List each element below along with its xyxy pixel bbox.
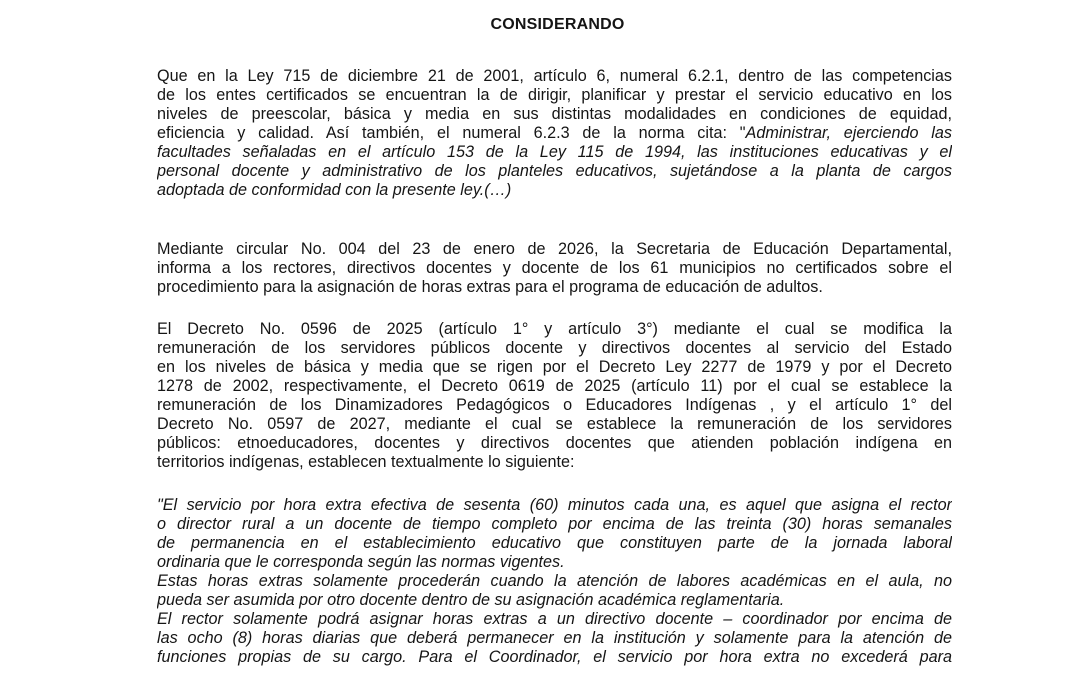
- quoted-text-line: pueda ser asumida por otro docente dentro de su asignación académica reglamentaria.: [157, 591, 785, 609]
- text-line: niveles de preescolar, básica y media en sus distintas modalidades en condiciones de equidad,: [157, 105, 952, 123]
- text-line: Mediante circular No. 004 del 23 de enero de 2026, la Secretaria de Educación Departamental,: [157, 240, 952, 258]
- text-line: públicos: etnoeducadores, docentes y directivos docentes que atienden población indígena en: [157, 434, 952, 452]
- text-segment: eficiencia y calidad. Así también, el numeral 6.2.3 de la norma cita: ": [157, 124, 746, 142]
- paragraph-ley-715: [157, 67, 952, 200]
- text-line: [157, 124, 952, 143]
- quoted-text-line: personal docente y administrativo de los planteles educativos, sujetándose a la planta de cargos: [157, 162, 952, 180]
- text-line: en los niveles de básica y media que se rigen por el Decreto Ley 2277 de 1979 y por el Decreto: [157, 358, 952, 376]
- quoted-text-line: las ocho (8) horas diarias que deberá permanecer en la institución y solamente para la atención de: [157, 629, 952, 647]
- quoted-text-line: adoptada de conformidad con la presente ley.(…): [157, 181, 512, 199]
- quoted-text-line: de permanencia en el establecimiento educativo que constituyen parte de la jornada laboral: [157, 534, 952, 552]
- text-line: remuneración de los servidores públicos docente y directivos docentes al servicio del Estado: [157, 339, 952, 357]
- text-line: Decreto No. 0597 de 2027, mediante el cual se establece la remuneración de los servidores: [157, 415, 952, 433]
- paragraph-decreto-0596: [157, 320, 952, 472]
- quoted-text-line: Estas horas extras solamente procederán cuando la atención de labores académicas en el aula, no: [157, 572, 952, 590]
- text-line: Que en la Ley 715 de diciembre 21 de 2001, artículo 6, numeral 6.2.1, dentro de las competencias: [157, 67, 952, 85]
- quoted-text-line: ordinaria que le corresponda según las normas vigentes.: [157, 553, 565, 571]
- text-line: territorios indígenas, establecen textualmente lo siguiente:: [157, 453, 575, 471]
- document-heading: CONSIDERANDO: [490, 16, 625, 33]
- quoted-text-line: funciones propias de su cargo. Para el Coordinador, el servicio por hora extra no excederá para: [157, 648, 952, 666]
- quoted-paragraph-hora-extra: [157, 496, 952, 667]
- quoted-text-line: facultades señaladas en el artículo 153 de la Ley 115 de 1994, las instituciones educativas y el: [157, 143, 952, 161]
- quoted-text-segment: Administrar, ejerciendo las: [745, 124, 952, 142]
- text-line: El Decreto No. 0596 de 2025 (artículo 1° y artículo 3°) mediante el cual se modifica la: [157, 320, 952, 338]
- paragraph-circular-004: [157, 240, 952, 297]
- quoted-text-line: o director rural a un docente de tiempo completo por encima de las treinta (30) horas semanales: [157, 515, 952, 533]
- text-line: de los entes certificados se encuentran la de dirigir, planificar y prestar el servicio educativo en los: [157, 86, 952, 104]
- text-line: 1278 de 2002, respectivamente, el Decreto 0619 de 2025 (artículo 11) por el cual se establece la: [157, 377, 952, 395]
- quoted-text-line: "El servicio por hora extra efectiva de sesenta (60) minutos cada una, es aquel que asigna el rector: [157, 496, 952, 514]
- text-line: informa a los rectores, directivos docentes y docente de los 61 municipios no certificados sobre el: [157, 259, 952, 277]
- text-line: remuneración de los Dinamizadores Pedagógicos o Educadores Indígenas , y el artículo 1° del: [157, 396, 952, 414]
- text-line: procedimiento para la asignación de horas extras para el programa de educación de adultos.: [157, 278, 823, 296]
- quoted-text-line: El rector solamente podrá asignar horas extras a un directivo docente – coordinador por encima de: [157, 610, 952, 628]
